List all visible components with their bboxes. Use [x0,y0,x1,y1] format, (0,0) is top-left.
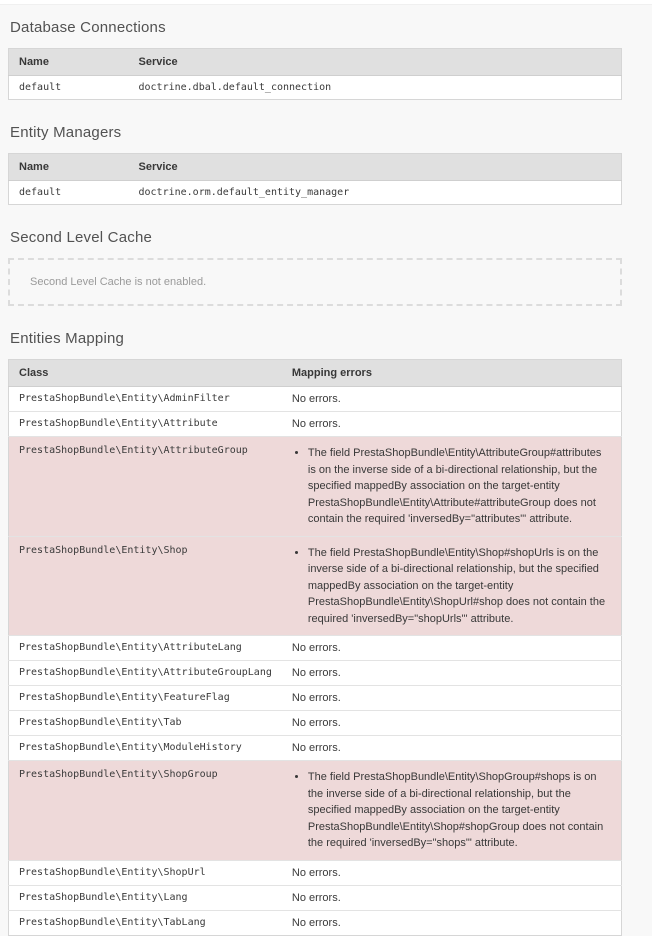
section-title-entity-managers: Entity Managers [10,124,122,141]
mapping-error-message: • The field PrestaShopBundle\Entity\Shop#shopUrls is on the inverse side of a bi-directional relationship, but the specified mappedBy association on the target-entity PrestaShopBundle\Entity\ShopUrl#shop does not contain the required 'inversedBy="shopUrls"' attribute. [308,545,607,628]
mapping-errors-cell [282,437,622,537]
entity-class: PrestaShopBundle\Entity\FeatureFlag [9,686,282,711]
mapping-status: No errors. [282,412,622,437]
empty-notice-text: Second Level Cache is not enabled. [30,276,207,288]
entity-managers-table [8,153,622,205]
mapping-status: No errors. [282,910,622,935]
entity-class: PrestaShopBundle\Entity\Tab [9,711,282,736]
entity-manager-service: doctrine.orm.default_entity_manager [129,181,622,205]
mapping-errors-list [292,545,611,628]
column-header-service: Service [129,49,622,76]
table-row-error [9,536,622,636]
column-header-mapping-errors: Mapping errors [282,360,622,387]
section-title-entities-mapping: Entities Mapping [10,330,125,347]
mapping-status: No errors. [282,885,622,910]
table-row [9,181,622,205]
table-row [9,661,622,686]
entity-class: PrestaShopBundle\Entity\AttributeGroup [9,437,282,537]
table-row [9,736,622,761]
mapping-status: No errors. [282,661,622,686]
table-header-row [9,360,622,387]
table-row [9,711,622,736]
table-row-error [9,761,622,861]
entity-class: PrestaShopBundle\Entity\AdminFilter [9,387,282,412]
column-header-name: Name [9,154,129,181]
table-header-row [9,154,622,181]
column-header-name: Name [9,49,129,76]
entity-class: PrestaShopBundle\Entity\ShopUrl [9,860,282,885]
column-header-service: Service [129,154,622,181]
table-row [9,860,622,885]
table-row-error [9,437,622,537]
section-title-second-level-cache: Second Level Cache [10,229,153,246]
mapping-errors-list [292,445,611,528]
mapping-status: No errors. [282,860,622,885]
database-connections-table [8,48,622,100]
second-level-cache-empty-notice [8,258,622,306]
table-row [9,686,622,711]
table-header-row [9,49,622,76]
entity-class: PrestaShopBundle\Entity\AttributeGroupLang [9,661,282,686]
entity-class: PrestaShopBundle\Entity\ShopGroup [9,761,282,861]
mapping-status: No errors. [282,736,622,761]
entity-class: PrestaShopBundle\Entity\ModuleHistory [9,736,282,761]
entity-class: PrestaShopBundle\Entity\Lang [9,885,282,910]
mapping-status: No errors. [282,636,622,661]
table-row [9,910,622,935]
column-header-class: Class [9,360,282,387]
mapping-status: No errors. [282,711,622,736]
mapping-errors-list [292,769,611,852]
mapping-errors-cell [282,536,622,636]
mapping-status: No errors. [282,387,622,412]
entity-class: PrestaShopBundle\Entity\TabLang [9,910,282,935]
entities-mapping-table [8,359,622,936]
mapping-error-message: • The field PrestaShopBundle\Entity\AttributeGroup#attributes is on the inverse side of a bi-directional relationship, but the specified mappedBy association on the target-entity PrestaShopBundle\Entity\Attribute#attributeGroup does not contain the required 'inversedBy="attributes"' attribute. [308,445,607,528]
mapping-status: No errors. [282,686,622,711]
entity-class: PrestaShopBundle\Entity\AttributeLang [9,636,282,661]
connection-service: doctrine.dbal.default_connection [129,76,622,100]
entity-manager-name: default [9,181,129,205]
mapping-error-message: • The field PrestaShopBundle\Entity\ShopGroup#shops is on the inverse side of a bi-directional relationship, but the specified mappedBy association on the target-entity PrestaShopBundle\Entity\Shop#shopGroup does not contain the required 'inversedBy="shops"' attribute. [308,769,607,852]
table-row [9,636,622,661]
entity-class: PrestaShopBundle\Entity\Attribute [9,412,282,437]
table-row [9,412,622,437]
table-row [9,885,622,910]
table-row [9,76,622,100]
connection-name: default [9,76,129,100]
table-row [9,387,622,412]
entity-class: PrestaShopBundle\Entity\Shop [9,536,282,636]
mapping-errors-cell [282,761,622,861]
section-title-database-connections: Database Connections [10,19,166,36]
doctrine-profiler-panel [8,5,622,936]
